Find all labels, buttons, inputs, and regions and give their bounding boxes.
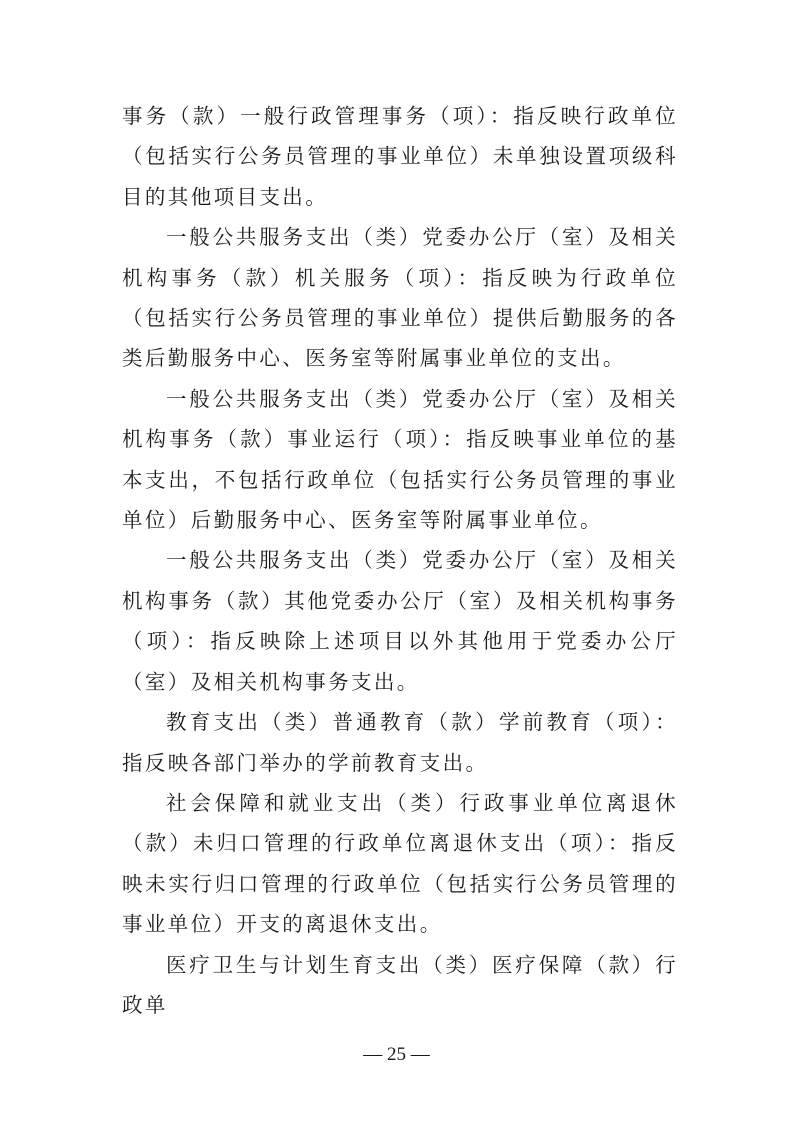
paragraph-retirement-expenditure: 社会保障和就业支出（类）行政事业单位离退休（款）未归口管理的行政单位离退休支出（项）：指反映未实行归口管理的行政单位（包括实行公务员管理的事业单位）开支的离退休支出。: [122, 790, 678, 937]
paragraph-preschool-education: 教育支出（类）普通教育（款）学前教育（项）：指反映各部门举办的学前教育支出。: [122, 710, 678, 775]
paragraph-other-party-affairs: 一般公共服务支出（类）党委办公厅（室）及相关机构事务（款）其他党委办公厅（室）及相关机构事务（项）：指反映除上述项目以外其他用于党委办公厅（室）及相关机构事务支出。: [122, 548, 678, 694]
page-number: — 25 —: [363, 1044, 430, 1065]
page-body: [122, 96, 678, 1025]
paragraph-office-services: 一般公共服务支出（类）党委办公厅（室）及相关机构事务（款）机关服务（项）：指反映为行政单位（包括实行公务员管理的事业单位）提供后勤服务的各类后勤服务中心、医务室等附属事业单位的支出。: [122, 225, 678, 371]
paragraph-medical-security: 医疗卫生与计划生育支出（类）医疗保障（款）行政单: [122, 952, 678, 1017]
paragraph-continued: 事务（款）一般行政管理事务（项）：指反映行政单位（包括实行公务员管理的事业单位）未单独设置项级科目的其他项目支出。: [122, 104, 678, 209]
paragraph-institution-operation: 一般公共服务支出（类）党委办公厅（室）及相关机构事务（款）事业运行（项）：指反映事业单位的基本支出，不包括行政单位（包括实行公务员管理的事业单位）后勤服务中心、医务室等附属事业单位。: [122, 386, 678, 533]
